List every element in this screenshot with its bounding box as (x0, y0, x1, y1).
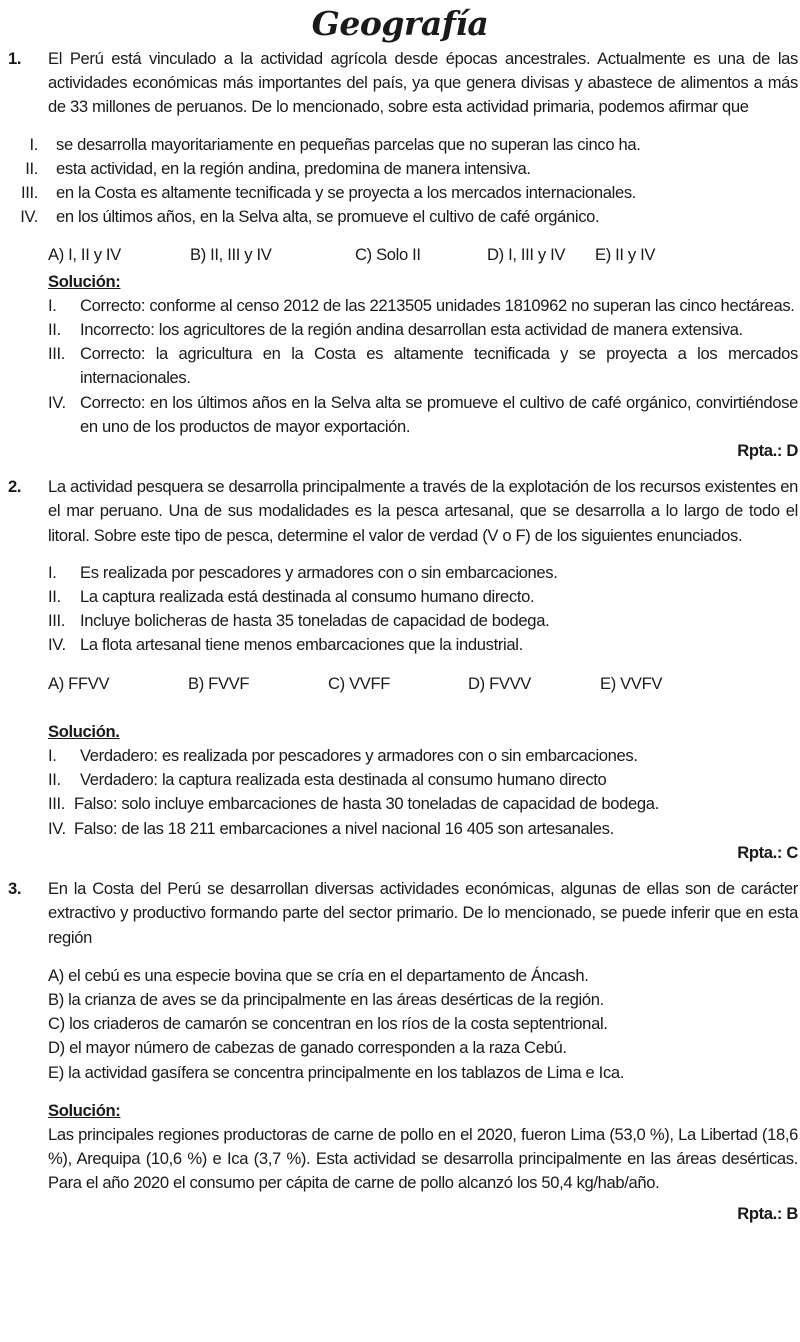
option-d: D) I, III y IV (487, 245, 566, 265)
statement (29, 133, 798, 157)
option-e: E) VVFV (600, 673, 663, 693)
solution-heading: Solución. (48, 721, 120, 741)
question-number: 3. (8, 879, 22, 899)
statement-numeral: III. (48, 611, 66, 631)
statement (25, 157, 798, 181)
question-stem: En la Costa del Perú se desarrollan diversas actividades económicas, algunas de ellas son de carácter extractivo y productivo formando parte del sector primario. De lo mencionado, se puede inferir que en esta región (48, 879, 798, 947)
statement-numeral: II. (25, 158, 38, 178)
statement (20, 181, 798, 205)
solution-text: Correcto: en los últimos años en la Selva alta se promueve el cultivo de café orgánico, convirtiéndose en uno de los productos de mayor exportación. (80, 392, 798, 436)
statement-numeral: I. (48, 562, 57, 582)
solution-numeral: IV. (48, 818, 66, 838)
statement-numeral: II. (48, 587, 61, 607)
solution-text: Verdadero: es realizada por pescadores y armadores con o sin embarcaciones. (80, 746, 638, 766)
solution-numeral: I. (48, 295, 57, 315)
question-number: 1. (8, 49, 22, 68)
solution-item (48, 792, 798, 816)
solution-heading: Solución: (48, 271, 121, 291)
statement-numeral: IV. (20, 207, 38, 227)
solution-text: Las principales regiones productoras de carne de pollo en el 2020, fueron Lima (53,0 %), La Libertad (18,6 %), Arequipa (10,6 %) e Ica (3,7 %). Esta actividad se desarrolla principalmente en las áreas desérticas. Para el año 2020 el consumo per cápita de carne de pollo alcanzó los 50,4 kg/hab/año. (48, 1124, 798, 1193)
statement-text: La captura realizada está destinada al consumo humano directo. (80, 587, 535, 607)
solution-text: Incorrecto: los agricultores de la región andina desarrollan esta actividad de manera extensiva. (80, 320, 743, 340)
solution-numeral: II. (48, 320, 61, 340)
option-d: D) el mayor número de cabezas de ganado corresponden a la raza Cebú. (48, 1038, 567, 1058)
statement-text: en la Costa es altamente tecnificada y se proyecta a los mercados internacionales. (56, 183, 637, 203)
answer-label: Rpta.: C (737, 842, 798, 862)
statement-numeral: IV. (48, 635, 66, 655)
statement-list (20, 133, 798, 230)
option-e: E) la actividad gasífera se concentra principalmente en los tablazos de Lima e Ica. (48, 1062, 625, 1082)
statement-text: se desarrolla mayoritariamente en pequeñas parcelas que no superan las cinco ha. (56, 134, 641, 154)
solution-numeral: I. (48, 746, 57, 766)
solution-item (48, 817, 798, 841)
question-stem: La actividad pesquera se desarrolla principalmente a través de la explotación de los recursos existentes en el mar peruano. Una de sus modalidades es la pesca artesanal, que se desarrolla a lo largo de todo el litoral. Sobre este tipo de pesca, determine el valor de verdad (V o F) de los siguientes enunciados. (48, 477, 798, 545)
solution-item (48, 391, 798, 439)
question-stem: El Perú está vinculado a la actividad agrícola desde épocas ancestrales. Actualmente es una de las actividades económicas más importantes del país, ya que genera divisas y abastece de alimentos a más de 33 millones de peruanos. De lo mencionado, sobre esta actividad primaria, podemos afirmar que (48, 49, 798, 117)
option-a: A) I, II y IV (48, 245, 121, 265)
statement-text: La flota artesanal tiene menos embarcaciones que la industrial. (80, 635, 523, 655)
option-b: B) II, III y IV (190, 245, 272, 265)
statement (48, 561, 798, 585)
statement (48, 585, 798, 609)
question-3 (0, 877, 800, 1226)
solution-text: Falso: solo incluye embarcaciones de hasta 30 toneladas de capacidad de bodega. (74, 794, 659, 814)
statement-text: Incluye bolicheras de hasta 35 toneladas de capacidad de bodega. (80, 611, 550, 631)
statement-text: Es realizada por pescadores y armadores con o sin embarcaciones. (80, 562, 558, 582)
question-2 (0, 475, 800, 865)
option-b: B) la crianza de aves se da principalmente en las áreas desérticas de la región. (48, 989, 604, 1009)
statement-text: esta actividad, en la región andina, predomina de manera intensiva. (56, 158, 531, 178)
solution-item (48, 294, 798, 318)
page-title: Geografía (311, 4, 489, 43)
statement-list (48, 561, 798, 658)
answer-label: Rpta.: B (737, 1203, 798, 1223)
solution-text: Falso: de las 18 211 embarcaciones a nivel nacional 16 405 son artesanales. (74, 818, 614, 838)
option-a: A) FFVV (48, 673, 110, 693)
solution-item (48, 342, 798, 390)
statement-numeral: III. (20, 183, 38, 203)
answer-label: Rpta.: D (737, 441, 798, 461)
statement-text: en los últimos años, en la Selva alta, se promueve el cultivo de café orgánico. (56, 207, 600, 227)
solution-text: Correcto: la agricultura en la Costa es altamente tecnificada y se proyecta a los mercados internacionales. (80, 344, 798, 388)
solution-item (48, 744, 798, 768)
statement-numeral: I. (29, 134, 38, 154)
answer-options (48, 964, 798, 1085)
option-c: C) VVFF (328, 673, 391, 693)
solution-text: Correcto: conforme al censo 2012 de las 2213505 unidades 1810962 no superan las cinco hectáreas. (80, 295, 795, 315)
answer-options (48, 672, 798, 696)
solution-numeral: IV. (48, 392, 66, 412)
statement (48, 609, 798, 633)
option-c: C) Solo II (355, 245, 421, 265)
statement (20, 205, 798, 229)
question-number: 2. (8, 477, 22, 497)
solution-text: Verdadero: la captura realizada esta destinada al consumo humano directo (80, 770, 607, 790)
question-1 (0, 47, 800, 463)
solution-numeral: III. (48, 794, 66, 814)
solution-numeral: III. (48, 344, 66, 364)
statement (48, 633, 798, 657)
option-a: A) el cebú es una especie bovina que se cría en el departamento de Áncash. (48, 965, 589, 985)
solution-numeral: II. (48, 770, 61, 790)
option-e: E) II y IV (595, 245, 656, 265)
option-d: D) FVVV (468, 673, 532, 693)
option-c: C) los criaderos de camarón se concentran en los ríos de la costa septentrional. (48, 1014, 608, 1034)
answer-options (48, 243, 798, 267)
solution-heading: Solución: (48, 1100, 121, 1120)
option-b: B) FVVF (188, 673, 250, 693)
solution-item (48, 768, 798, 792)
solution-item (48, 318, 798, 342)
